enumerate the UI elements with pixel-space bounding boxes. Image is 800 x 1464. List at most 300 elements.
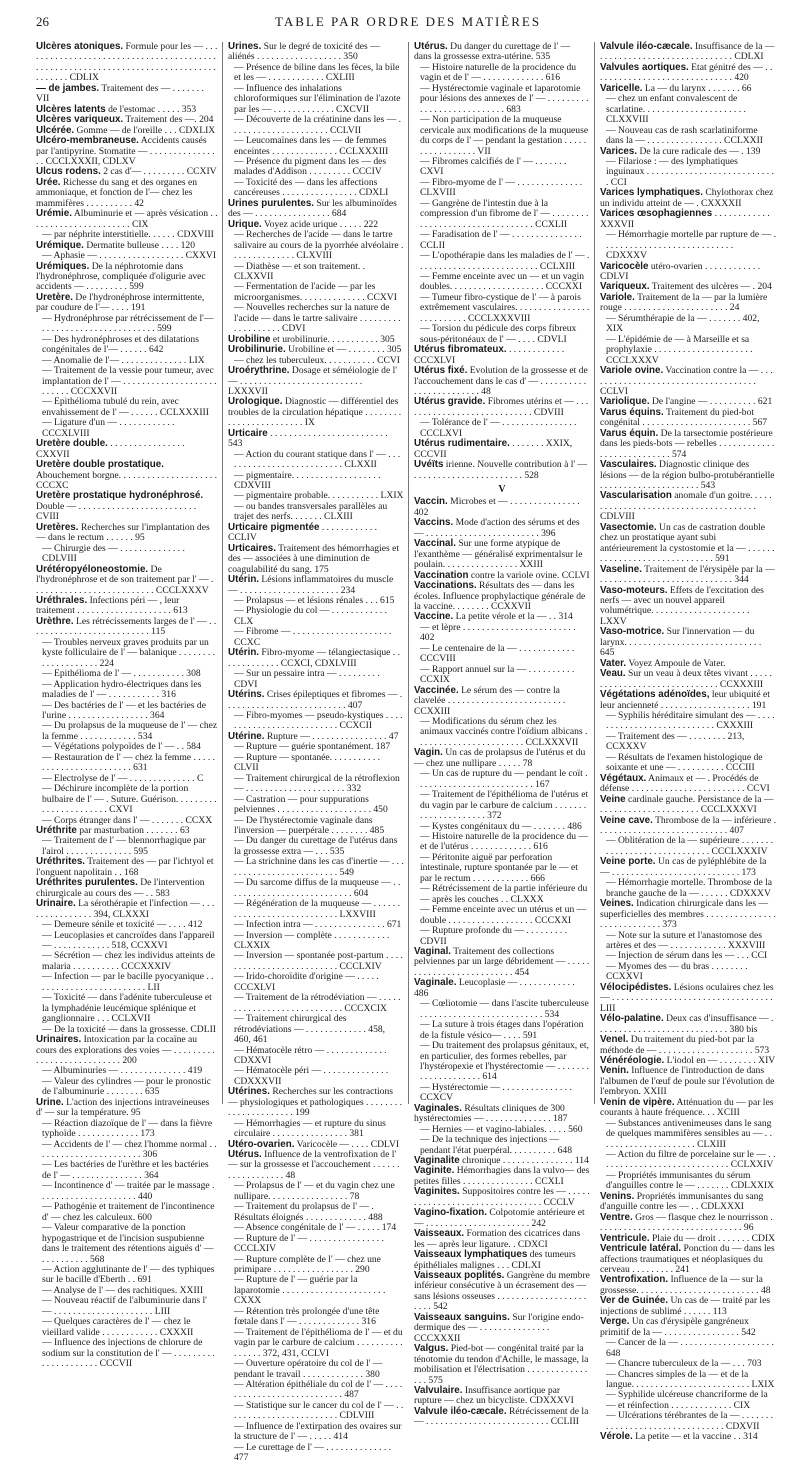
entry-text: leur ubiquité et leur ancienneté . . . . . . . . . . . . . . . . . . . 191 [600, 689, 770, 711]
entry-text: par masturbation . . . . . . . 63 [76, 824, 190, 836]
index-entry [600, 1035, 776, 1056]
entry-text: De l'intervention chirurgicale au cours des — . . 583 [36, 877, 205, 899]
index-subentry: — Torsion du pédicule des corps fibreux sous-péritonéaux de l' — . . . . CDVLI [420, 323, 577, 345]
index-subentry: — Hydronéphrose par rétrécissement de l'— . . . . . . . . . . . . . . . . . . . . . . . . 599 [42, 312, 214, 335]
index-subentry: — Du traitement des prolapsus génitaux, et, en particulier, des formes rebelles, par l'hystéropexie et l'hystérectomie — . . . . . . . . . . . . . . . . . . . . 614 [420, 1040, 589, 1083]
index-entry [600, 42, 776, 63]
entry-headword: Vaso-motrice. [600, 626, 665, 638]
entry-text: cardinale gauche. Persistance de la — . . . . . . . . . . . . . . . . . . . . . CCCLXXXVI [600, 793, 774, 816]
index-subentry: — Syphilis héréditaire simulant des — . . . . . . . . . . . . . . . . . . . . . . . . . . . CXXXIII [606, 710, 775, 732]
entry-headword: Urémique. [36, 239, 84, 251]
entry-text: Intoxication par la cocaïne au cours des explorations des voies — . . . . . . . . . . . . . . . . . . . . . . . . . . . 200 [36, 1034, 215, 1066]
entry-headword: Vaginal. [414, 945, 452, 957]
index-subentry: — Influence des injections de chlorure de sodium sur la constitution de l' — . . . . . . . . . . . . . . . . . . . . . CCCVII [42, 1337, 215, 1370]
index-entry [600, 899, 776, 930]
entry-headword: Valvule iléo-cæcale. [600, 41, 693, 52]
entry-headword: Veine porte. [600, 856, 656, 868]
index-entry [36, 42, 218, 84]
index-entry [600, 188, 776, 209]
entry-headword: Varices œsophagiennes [600, 208, 713, 220]
entry-text: Infections péri — , leur traitement . . . . . . . . . . . . . . . . . . . . 613 [36, 595, 188, 617]
entry-text: Plaie du — droit . . . . . . . CDIX [649, 1232, 776, 1244]
index-entry [414, 1208, 590, 1229]
index-subentry: — Gangrène de l'intestin due à la compression d'un fibrome de l' — . . . . . . . . . . . . . . . . . . . . . . . . . . . . . . . . CCXLII [420, 197, 589, 230]
index-subentry: — Régénération de la muqueuse — . . . . . . . . . . . . . . . . . . . . . . . . . . . . LXXVIII [234, 898, 400, 920]
index-subentry: — Filariose : — des lymphatiques inguinaux . . . . . . . . . . . . . . . . . . . . . . . . . . . . CCI [606, 155, 774, 188]
index-entry [414, 1104, 590, 1125]
index-subentry: — Hémorrhagie mortelle. Thrombose de la branche gauche de la — . . . . . . CDXXXV [606, 877, 773, 899]
entry-headword: Urémie. [36, 208, 72, 220]
entry-text: Chylothorax chez un individu atteint de — . CXXXXII [600, 187, 774, 209]
entry-text: La sérothérapie et l'infection — . . . . . . . . . . . . . . . 394, CLXXXI [36, 898, 215, 920]
index-entry [600, 795, 776, 816]
entry-headword: Urémiques. [36, 260, 90, 272]
index-subentry: — Troubles nerveux graves produits par un kyste folliculaire de l' — balanique . . . . . . . . . . . . . . . . . . . . 224 [42, 636, 216, 669]
entry-headword: Urticaires. [228, 542, 276, 554]
index-subentry: — Un cas de rupture du — pendant le coït . . . . . . . . . . . . . . . . . . . . . . . . . 167 [420, 768, 588, 790]
entry-text: Accidents causés par l'antipyrine. Stomatite — . . . . . . . . . . . . . . . . CCCLXXXII, CDLXV [36, 135, 215, 167]
index-subentry: — De la technique des injections — pendant l'état puerpéral. . . . . . . . . . 648 [420, 1134, 572, 1156]
index-entry [414, 1250, 590, 1271]
entry-headword: Urinaire. [36, 898, 76, 910]
entry-text: Dosage et séméiologie de l' — . . . . . . . . . . . . . . . . . . . . . . . . . . LXXXVII [228, 365, 398, 397]
index-entry [36, 878, 218, 899]
entry-headword: Uretère. [36, 291, 74, 303]
index-subentry: — Traitement de la vessie pour tumeur, avec implantation de l' — . . . . . . . . . . . . . . . . . . . . . . . . . . CCCXXVII [42, 365, 217, 397]
entry-text: Leucoplasie — . . . . . . . . . . . . 486 [414, 977, 575, 999]
entry-headword: Urticaire pigmentée [228, 521, 320, 533]
entry-text: L'iodol en — . . . . . . . . XIV [664, 1054, 776, 1066]
entry-headword: Vasculaires. [600, 459, 657, 471]
index-subentry: — Cancer de la — . . . . . . . . . . . . . . . . . . . . 648 [606, 1337, 774, 1359]
page-number: 26 [36, 14, 49, 29]
entry-text: Formule pour les — . . . . . . . . . . . . . . . . . . . . . . . . . . . . . . . . . . . . . . . . . . . . . . . . . . . . . . . . . . . . . . . . . . . . . . . . . . . . . . . . . . . . . . CDLIX [36, 41, 218, 84]
page-header [36, 10, 780, 32]
entry-text: Thrombose de la — inférieure . . . . . . . . . . . . . . . . . . . . . . . . . . . . 407 [600, 814, 777, 836]
index-subentry: — Ulcérations térébrantes de la — . . . . . . . . . . . . . . . . . . . . . . . . . . . . . . . . CDXVII [606, 1410, 774, 1432]
entry-headword: Ulcères variqueux. [36, 114, 124, 126]
entry-text: Influence de la — sur la grossesse. . . . . . . . . . . . . . . . . . . . . . . . . . 48 [600, 1274, 771, 1296]
entry-headword: Urobiline [228, 333, 271, 345]
index-subentry: — Action du courant statique dans l' — . . . . . . . . . . . . . . . . . . . . . . . . . . CLXXII [234, 448, 401, 471]
entry-text: Effets de l'excitation des nerfs — avec un nouvel appareil volumétrique. . . . . . . . . . . . . . . . . . . . . LXXV [600, 584, 764, 627]
entry-text: Sur l'innervation — du larynx. . . . . . . . . . . . . . . . . . . . . . . . . . . . . 645 [600, 626, 762, 659]
index-entry [36, 209, 218, 230]
index-entry [600, 460, 776, 491]
index-subentry: — Rupture profonde du — . . . . . . . . . CDVII [420, 925, 568, 947]
index-subentry: — Physiologie du col — . . . . . . . . . . . . CLX [234, 605, 387, 627]
entry-headword: Uvéïts [414, 459, 444, 471]
index-subentry: — Myomes des — du bras . . . . . . . . CCXXVI [606, 960, 748, 983]
index-subentry: — Fibro-myomes — pseudo-kystiques . . . . . . . . . . . . . . . . . . . . . . . . . . CCXCII [234, 710, 403, 732]
index-subentry: — Castration — pour suppurations pelviennes . . . . . . . . . . . . . . . . . . . . 450 [234, 793, 388, 816]
entry-headword: Vaso-moteurs. [600, 584, 668, 596]
entry-text: Traitement des — . . . . . . . VII [36, 82, 204, 105]
index-subentry: — Rupture — guérie spontanément. 187 [234, 741, 391, 753]
index-subentry: — Injection de sérum dans les — . . . CCI [606, 950, 768, 962]
index-subentry: — Traitement chirurgical des rétrodéviations — . . . . . . . . . . . . . 458, 460, 461 [234, 1013, 386, 1046]
index-subentry: — Rupture de l' — guérie par la laparotomie . . . . . . . . . . . . . . . . . . . . . . CXXX [234, 1274, 386, 1307]
entry-text: Voyez acide urique . . . . . 222 [261, 218, 379, 230]
index-subentry: — Fibro-myome de l' — . . . . . . . . . . . . . . CLXVIII [420, 176, 583, 199]
index-entry [228, 1087, 404, 1118]
entry-headword: Ventricule. [600, 1232, 650, 1244]
index-subentry: — Ligature d'un — . . . . . . . . . . . . CCCXLVIII [42, 417, 175, 439]
index-subentry: — Syphilide ulcéreuse chancriforme de la — et réinfection . . . . . . . . . . . . . CIX [606, 1389, 768, 1411]
index-subentry: — Traitement chirurgical de la rétroflexion — . . . . . . . . . . . . . . . . . . . . . 332 [234, 772, 400, 795]
index-subentry: — Présence du pigment dans les — des malades d'Addison . . . . . . . . . CCCIV [234, 155, 387, 178]
index-subentry: — Histoire naturelle de la procidence du vagin et de l' — . . . . . . . . . . . . . 616 [420, 61, 577, 84]
index-entry [36, 491, 218, 522]
entry-headword: Utérin. [228, 574, 260, 586]
index-subentry: — Rétention très prolongée d'une tête fœtale dans l' — . . . . . . . . . . . . . 316 [234, 1305, 380, 1328]
entry-text: Un cas de prolapsus de l'utérus et du — chez une nullipare . . . . . 78 [414, 747, 586, 769]
index-entry [414, 1386, 590, 1407]
index-entry [414, 539, 590, 570]
index-entry [36, 136, 218, 167]
index-entry [414, 497, 590, 518]
index-subentry: — Recherches de l'acide — dans le tartre salivaire au cours de la pyorrhée alvéolaire . . . . . . . . . . . . . . CLXVIII [234, 229, 404, 262]
index-entry [414, 1344, 590, 1386]
entry-text: Diagnostic — différentiel des troubles de la circulation hépatique . . . . . . . . . . . . . . . . . . . . . . . . IX [228, 396, 402, 429]
entry-text: . . . . . . . . . . . . . . . . CXXVII [36, 438, 185, 460]
index-subentry: — Présence de biline dans les fèces, la bile et les — . . . . . . . . . . . . CXLIII [234, 61, 400, 84]
entry-text: Albuminurie et — après vésication . . . . . . . . . . . . . . . . . . . . . . CIX [36, 208, 218, 230]
entry-text: . . . . . . . . . . . . . . . . . . . . . . . . . 543 [228, 427, 388, 450]
entry-headword: Vénéréologie. [600, 1054, 665, 1066]
index-entry [600, 1213, 776, 1234]
index-entry [228, 544, 404, 575]
index-subentry: — Nouveau cas de rash scarlatiniforme dans la — . . . . . . . . . . . . . . . . CCLXXII [606, 124, 763, 147]
entry-headword: Urobilinurie. [228, 344, 286, 356]
index-subentry: — Diathèse — et son traitement. . CLXXVII [234, 260, 366, 282]
entry-text: Influence de l'introduction de dans l'albumen de l'œuf de poule sur l'évolution de l'embryon. XXIII [600, 1065, 775, 1098]
index-entry [36, 1035, 218, 1066]
entry-headword: Ulcérée. [36, 124, 75, 136]
index-subentry: — Végétations polypoïdes de l' — . . 584 [42, 741, 201, 753]
entry-headword: Vaccine. [414, 611, 454, 623]
index-subentry: — Analyse de l' — des rachitiques. XXIII [42, 1284, 204, 1296]
index-subentry: — Pathogénie et traitement de l'incontinence d' — chez les calculeux. 600 [42, 1201, 215, 1223]
index-subentry: — Le centenaire de la — . . . . . . . . . . . . CCCVIII [420, 642, 575, 665]
index-entry [414, 1187, 590, 1208]
entry-headword: Urée. [36, 176, 61, 188]
entry-text: Traitement des ulcères — . 204 [649, 281, 772, 293]
entry-headword: Vaccin. [414, 496, 448, 508]
entry-text: Gangrène du membre inférieur consécutive à un écrasement des — sans lésions osseuses . . . . . . . . . . . . . . . . . . . . . . . 542 [414, 1270, 590, 1313]
index-subentry: — pigmentaire probable. . . . . . . . . . . LXIX [234, 490, 404, 502]
entry-text: Insuffisance de la — . . . . . . . . . . . . . . . . . . . . . . . . . . . . CDLXI [600, 41, 775, 63]
index-entry [228, 397, 404, 428]
index-subentry: — Influence de l'extirpation des ovaires sur la structure de l' — . . . . . 414 [234, 1420, 402, 1443]
index-column [222, 41, 408, 1464]
entry-text: Un cas de pyléphlébite de la — . . . . . . . . . . . . . . . . . . . . . . . . . . . 173 [600, 856, 767, 878]
index-subentry: — Modifications du sérum chez les animaux vaccinés contre l'oïdium albicans . . . . . . . . . . . . . . . . . . . . . . . CCLXXXVII [420, 716, 588, 748]
index-subentry: — Aphasie — . . . . . . . . . . . . . . . . . . CXXVI [42, 250, 217, 262]
entry-headword: Vaseline. [600, 563, 642, 575]
index-entry [36, 596, 218, 617]
index-subentry: — Valeur comparative de la ponction hypogastrique et de l'incision suspubienne dans le traitement des rétentions aiguës d' — . . . . . . . . . . 568 [42, 1222, 214, 1265]
index-subentry: — Corps étranger dans l' — . . . . . . . CCXX [42, 814, 213, 826]
entry-text: Sur le degré de toxicité des — aliénés . . . . . . . . . . . . . . . . . . 350 [228, 41, 380, 63]
index-entry [414, 1229, 590, 1250]
entry-headword: Uretère prostatique hydronéphrosé. [36, 490, 204, 502]
index-subentry: — Traitement de l'épithélioma de l' — et du vagin par le carbure de calcium . . . . . . . . . . . . . . . . 372, 431, CCLVI [234, 1326, 403, 1359]
entry-headword: Vaginale. [414, 977, 457, 989]
entry-headword: Vaccinée. [414, 684, 459, 696]
index-subentry: — Leucoplasies et cancroïdes dans l'appareil — . . . . . . . . . . . . 518, CCXXVI [42, 929, 215, 951]
index-column [36, 41, 222, 1370]
index-entry [414, 978, 590, 999]
entry-text: Atténuation du — par les courants à haute fréquence. . . XCIII [600, 1096, 774, 1119]
index-subentry: — L'épidémie de — à Marseille et sa prophylaxie . . . . . . . . . . . . . . . . . . . . . CCCLXXXV [606, 333, 753, 366]
entry-headword: Ventricule latéral. [600, 1243, 682, 1255]
index-subentry: — Tolérance de l' — . . . . . . . . . . . . . . . . CCCLXVI [420, 417, 577, 439]
entry-text: Microbes et — . . . . . . . . . . . . . . . 402 [414, 496, 580, 518]
index-subentry: — Rupture complète de l' — chez une primipare . . . . . . . . . . . . . . . . . 290 [234, 1253, 381, 1276]
index-subentry: — Traitement de l'épithélioma de l'utérus et du vagin par le carbure de calcium . . . . . . . . . . . . . . . . . . . . . 372 [420, 789, 589, 822]
index-subentry: — Fibromes calcifiés de l' — . . . . . . . CXVI [420, 155, 567, 178]
index-subentry: — Altération épithéliale du col de l' — . . . . . . . . . . . . . . . . . . . . . . . . . . . 487 [234, 1379, 403, 1401]
index-entry [228, 42, 404, 63]
index-subentry: — Du danger du curettage de l'utérus dans la grossesse extra — . . . 535 [234, 835, 398, 857]
index-subentry: — Traitement de la rétrodéviation — . . . . . . . . . . . . . . . . . . . . . . . . . . . . CCCXCIX [234, 992, 401, 1014]
index-subentry: — Absence congénitale de l' — . . . . . 174 [234, 1222, 397, 1234]
entry-headword: Végétations adénoïdes, [600, 689, 710, 701]
entry-text: De l'hydronéphrose et de son traitement par l' — . . . . . . . . . . . . . . . . . . . . . . . . . . CCCLXXXV [36, 563, 214, 596]
entry-headword: Vérole. [600, 1431, 633, 1443]
entry-headword: Variqueux. [600, 281, 650, 293]
index-subentry: — Femme enceinte avec un utérus et un — double . . . . . . . . . . . . . . . . . . CCCXXI [420, 904, 587, 926]
entry-headword: Vaisseaux sanguins. [414, 1311, 510, 1323]
entry-text: Lésions inflammatoires du muscle — . . . . . . . . . . . . . . . . . . . . . 234 [228, 574, 394, 596]
index-subentry: — Hystérectomie — . . . . . . . . . . . . . . . CCXCV [420, 1081, 572, 1104]
index-entry [36, 262, 218, 293]
index-subentry: — Ouverture opératoire du col de l' — pendant le travail . . . . . . . . . . . . . 380 [234, 1358, 383, 1380]
index-subentry: — Le curettage de l' — . . . . . . . . . . . . . . 477 [234, 1441, 392, 1464]
index-subentry: — Incontinence d' — traitée par le massage . . . . . . . . . . . . . . . . . . . . . 440 [42, 1180, 215, 1202]
entry-headword: Utérus. [228, 1149, 262, 1161]
index-subentry: — Inversion — complète . . . . . . . . . . . . CLXXIX [234, 929, 390, 951]
index-subentry: — Electrolyse de l' — . . . . . . . . . . . . . . C [42, 772, 204, 784]
index-subentry: — Epithélioma de l' — . . . . . . . . . . . 308 [42, 668, 201, 680]
index-subentry: — pigmentaire. . . . . . . . . . . . . . . . . . . CDXVIII [234, 469, 381, 492]
entry-text: Résultats cliniques de 300 hystérectomies — . . . . . . . . . . . . . . 187 [414, 1102, 568, 1125]
index-subentry: — Prolapsus de l' — et du vagin chez une nullipare. . . . . . . . . . . . . . . . . 78 [234, 1180, 395, 1202]
index-entry [600, 293, 776, 314]
entry-text: Crises épileptiques et fibromes — . . . . . . . . . . . . . . . . . . . . . . . . . . 407 [228, 689, 403, 711]
index-entry [600, 366, 776, 397]
entry-text: Diagnostic clinique des lésions — de la région bulbo-protubérantielle . . . . . . . . . . . . . . . . . . . . . 543 [600, 459, 775, 492]
index-entry [228, 690, 404, 711]
index-subentry: — Traitement des — . . . . . . . . 213, CCXXXV [606, 730, 745, 753]
entry-headword: Urinaires. [36, 1034, 82, 1046]
entry-text: Animaux et — . Procédés de défense . . . . . . . . . . . . . . . . . . . . . . . . CCVI [600, 772, 770, 795]
index-subentry: — Note sur la suture et l'anastomose des artères et des — . . . . . . . . . . . . XXXVIII [606, 929, 766, 951]
index-subentry: — Prolapsus — et lésions rénales . . . 615 [234, 595, 395, 607]
entry-text: Gomme — de l'oreille . . . CDXLIX [74, 124, 216, 136]
index-subentry: — Accidents de l' — chez l'homme normal . . . . . . . . . . . . . . . . . . . . . . . 306 [42, 1138, 217, 1161]
index-subentry: — Albuminuries — . . . . . . . . . . . . . . 419 [42, 1065, 203, 1077]
entry-text: Le sérum des — contre la clavelée . . . . . . . . . . . . . . . . . . . . . . . . . CCXXIII [414, 684, 566, 717]
entry-headword: Uréthrites purulentes. [36, 877, 138, 889]
index-subentry: — De la toxicité — dans la grossesse. CDLII [42, 1023, 216, 1035]
index-entry [600, 774, 776, 795]
index-subentry: — Traitement du prolapsus de l' — . Résultats éloignés . . . . . . . . . . . . . 488 [234, 1201, 383, 1223]
entry-text: Influence de la ventrofixation de l' — sur la grossesse et l'accouchement . . . . . . . . . . . . . . . . . . 48 [228, 1149, 400, 1181]
entry-headword: Ulcères latents [36, 103, 106, 115]
index-subentry: — Hernies — et vagino-labiales. . . . . 560 [420, 1123, 583, 1135]
entry-headword: Valvulaire. [414, 1385, 463, 1396]
entry-text: Traitement des —. 204 [123, 114, 214, 126]
index-entry [414, 397, 590, 418]
index-entry [36, 460, 218, 491]
index-entry [600, 816, 776, 837]
index-entry [228, 575, 404, 596]
entry-text: Sur une forme atypique de l'exanthème — généralisé exprimentalsur le poulain. . . . . . . . . . . . . . . . XXIII [414, 538, 583, 571]
index-column [594, 41, 780, 1443]
index-entry [414, 439, 590, 460]
entry-headword: — de jambes. [36, 82, 100, 94]
index-entry [414, 1313, 590, 1344]
entry-headword: Veine cave. [600, 814, 653, 826]
entry-text: Etat génitré des — . . . . . . . . . . . . . . . . . . . . . . . . . . . . . . 420 [600, 61, 773, 84]
entry-text: et urobilinurie. . . . . . . . . . . 305 [270, 333, 395, 345]
index-subentry: — chez les tuberculeux. . . . . . . . . . . CCVI [234, 354, 400, 366]
entry-headword: Varices lymphatiques. [600, 187, 703, 199]
entry-text: Dermatite bulleuse . . . . 120 [83, 239, 196, 251]
entry-text: Indication chirurgicale dans les — superficielles des membres . . . . . . . . . . . . . . . . . . . . . . . . . . . . 373 [600, 898, 776, 931]
index-entry [228, 366, 404, 397]
entry-headword: Utérus gravide. [414, 396, 486, 408]
index-subentry: — Nouvelles recherches sur la nature de l'acide — dans le tartre salivaire . . . . . . . . . . . . . . . . . . . CDVI [234, 302, 401, 335]
entry-headword: Valvule iléo-cæcale. [414, 1405, 507, 1417]
entry-text: La petite vérole et la — . . 314 [453, 611, 573, 623]
entry-text: . . . . . . . XXIX, CCCVII [414, 438, 573, 460]
index-subentry: — Sérumthérapie de la — . . . . . . . 402, XIX [606, 312, 760, 335]
index-subentry: — Infection intra — . . . . . . . . . . . . . . . 671 [234, 919, 402, 931]
entry-headword: Vater. [600, 657, 627, 669]
index-entry [228, 199, 404, 220]
index-subentry: — Hématocèle rétro — . . . . . . . . . . . . . CDXXVI [234, 1044, 387, 1066]
entry-headword: Urèthre. [36, 615, 74, 627]
entry-headword: Utérus fixé. [414, 365, 468, 377]
index-subentry: — Propriétés immunisantes du sérum d'anguilles contre le — . . . . . . . CDLXXIX [606, 1169, 774, 1192]
index-subentry: — Toxicité — dans l'adénite tuberculeuse et la lymphadénie leucémique splénique et ganglionnaire . . . CCLXVII [42, 992, 212, 1025]
index-subentry: — Fermentation de l'acide — par les microorganismes. . . . . . . . . . . . . . CCXVI [234, 281, 397, 303]
index-entry [600, 1275, 776, 1296]
index-subentry: — De l'hystérectomie vaginale dans l'inversion — puerpérale . . . . . . . . 485 [234, 814, 385, 836]
index-entry [414, 366, 590, 397]
entry-headword: Veau. [600, 668, 626, 680]
entry-headword: Vaginite. [414, 1165, 455, 1177]
index-subentry: — Inversion — spontanée post-partum . . . . . . . . . . . . . . . . . . . . . . . . . . CCCLXIV [234, 950, 403, 972]
index-entry [414, 1271, 590, 1313]
index-subentry: — Résultats de l'examen histologique de soixante et une — . . . . . . . . . . CCCIII [606, 751, 763, 774]
index-entry [36, 617, 218, 638]
entry-text: Du danger du curettage de l' — dans la grossesse extra-utérine. 535 [414, 41, 571, 63]
entry-text: 2 cas d'— . . . . . . . . . CCXIV [100, 166, 217, 178]
entry-text: Un cas de castration double chez un prostatique ayant subi antérieurement la cystostomie et la — . . . . . . . . . . . . . . . . . . . . . . . . . . . . . . 591 [600, 521, 775, 565]
entry-headword: Ulcères atoniques. [36, 41, 124, 52]
index-subentry: — Hémorrhagies — et rupture du sinus circulaire . . . . . . . . . . . . . . . . 381 [234, 1117, 386, 1140]
entry-text: Richesse du sang et des organes en ammoniaque, et fonction de l'— chez les mammifères . . . . . . . . . . 42 [36, 176, 198, 209]
entry-text: contre la variole ovine. CCLVI [468, 569, 590, 581]
index-subentry: — La strichnine dans les cas d'inertie — . . . . . . . . . . . . . . . . . . . . . . . . . 549 [234, 856, 404, 878]
index-entry [414, 947, 590, 978]
entry-headword: Urines purulentes. [228, 197, 315, 209]
index-subentry: — L'opothérapie dans les maladies de l' — . . . . . . . . . . . . . . . . . . . . . . . . . . CCLXIII [420, 250, 590, 272]
entry-text: . . . . . . . . . . . . XXXVII [600, 208, 770, 230]
index-entry [36, 857, 218, 878]
index-entry [414, 42, 590, 63]
entry-text: Formation des cicatrices dans les — après leur ligature. . CDXCI [414, 1228, 581, 1250]
index-subentry: — Traitement de l' — blennorrhagique par l'airol . . . . . . . . . . . . . . 595 [42, 835, 206, 857]
index-entry [36, 439, 218, 460]
entry-headword: Vaisseaux. [414, 1228, 465, 1240]
entry-headword: Venins. [600, 1190, 635, 1202]
entry-headword: Urine. [36, 1096, 64, 1108]
index-subentry: — Hystérectomie vaginale et laparotomie pour lésions des annexes de l' — . . . . . . . . . . . . . . . . . . . . . . . . . . . 683 [420, 82, 589, 115]
entry-headword: Urétéropyéloneostomie. [36, 563, 149, 575]
index-subentry: — Anomalie de l'— . . . . . . . . . . . . . . LIX [42, 354, 205, 366]
index-entry [36, 293, 218, 314]
index-entry [36, 178, 218, 209]
entry-text: Traitement de la — par la lumière rouge . . . . . . . . . . . . . . . . . . . . . . 24 [600, 291, 768, 314]
entry-headword: Venin. [600, 1065, 629, 1077]
index-subentry: — Sécrétion — chez les individus atteints de malaria . . . . . . . . . . CCCXXXIV [42, 950, 215, 972]
index-subentry: — Nouveau réactif de l'albuminurie dans l' — . . . . . . . . . . . . . . . . . . . . . LIII [42, 1295, 207, 1317]
index-subentry: — Infection — par le bacille pyocyanique . . . . . . . . . . . . . . . . . . . . . . . . LII [42, 971, 214, 993]
index-subentry: — Les bactéries de l'urèthre et les bactéries de l' — . . . . . . . . . . . . . . . 364 [42, 1159, 209, 1181]
entry-headword: Vasectomie. [600, 521, 657, 533]
index-subentry: — Chancres simples de la — et de la langue. . . . . . . . . . . . . . . . . . . . . . . . . LXIX [606, 1368, 775, 1390]
entry-headword: Varicelle. [600, 82, 643, 94]
entry-headword: Urticaire [228, 427, 268, 439]
index-subentry: — Epithélioma tubulé du rein, avec envahissement de l' — . . . . . . CCLXXXIII [42, 396, 209, 418]
index-entry [36, 565, 218, 596]
entry-text: Urobiline et — . . . . . . . . 305 [285, 344, 402, 356]
entry-text: irienne. Nouvelle contribution à l' — . . . . . . . . . . . . . . . . . . . . . . . 528 [414, 459, 588, 481]
entry-headword: Uretère double prostatique. [36, 459, 164, 471]
index-entry [600, 1066, 776, 1097]
index-subentry: — Chancre tuberculeux de la — . . . 703 [606, 1358, 762, 1370]
entry-headword: Ver de Guinée. [600, 1295, 669, 1307]
entry-text: La — du larynx . . . . . . . 66 [642, 82, 752, 94]
entry-text: Rétrécissement de la — . . . . . . . . . . . . . . . . . . . . . . . . . . CCLIII [414, 1405, 589, 1428]
index-subentry: — Sur un pessaire intra — . . . . . . . . . CDVI [234, 668, 380, 690]
entry-headword: Vaisseaux lymphatiques [414, 1249, 528, 1261]
entry-text: Du traitement du pied-bot par la méthode de — . . . . . . . . . . . . . . . . . . . . 573 [600, 1034, 770, 1056]
index-subentry: — par néphrite interstitielle. . . . . . CDXVIII [42, 229, 214, 241]
index-subentry: — Valeur des cylindres — pour le pronostic de l'albuminurie . . . . . . . . 635 [42, 1075, 212, 1098]
index-entry [600, 523, 776, 565]
entry-headword: Utérus fibromateux. [414, 344, 507, 356]
index-entry [600, 408, 776, 429]
index-subentry: — Des hydronéphroses et des dilatations congénitales de l'— . . . . . . 642 [42, 333, 199, 356]
entry-text: Lésions oculaires chez les — . . . . . . . . . . . . . . . . . . . . . . . . . . . . . . . . . . LIII [600, 981, 774, 1014]
entry-text: de l'estomac . . . . . 353 [105, 103, 197, 115]
index-subentry: — Restauration de l' — chez la femme . . . . . . . . . . . . . . . . . . . . . . . . 631 [42, 751, 216, 774]
index-entry [600, 1244, 776, 1275]
index-subentry: — Statistique sur le cancer du col de l' — . . . . . . . . . . . . . . . . . . . . . . . . CDLVIII [234, 1399, 404, 1422]
entry-headword: Vaccinations. [414, 580, 477, 592]
index-subentry: — Découverte de la créatinine dans les — . . . . . . . . . . . . . . . . . . . . . CCLVII [234, 114, 402, 136]
entry-headword: Veine [600, 793, 626, 805]
index-columns [36, 41, 782, 1464]
entry-text: Recherches sur les contractions — physiologiques et pathologiques . . . . . . . . . . . . . . . . . . . . . . 199 [228, 1086, 403, 1119]
entry-headword: Uréthrite [36, 824, 77, 836]
